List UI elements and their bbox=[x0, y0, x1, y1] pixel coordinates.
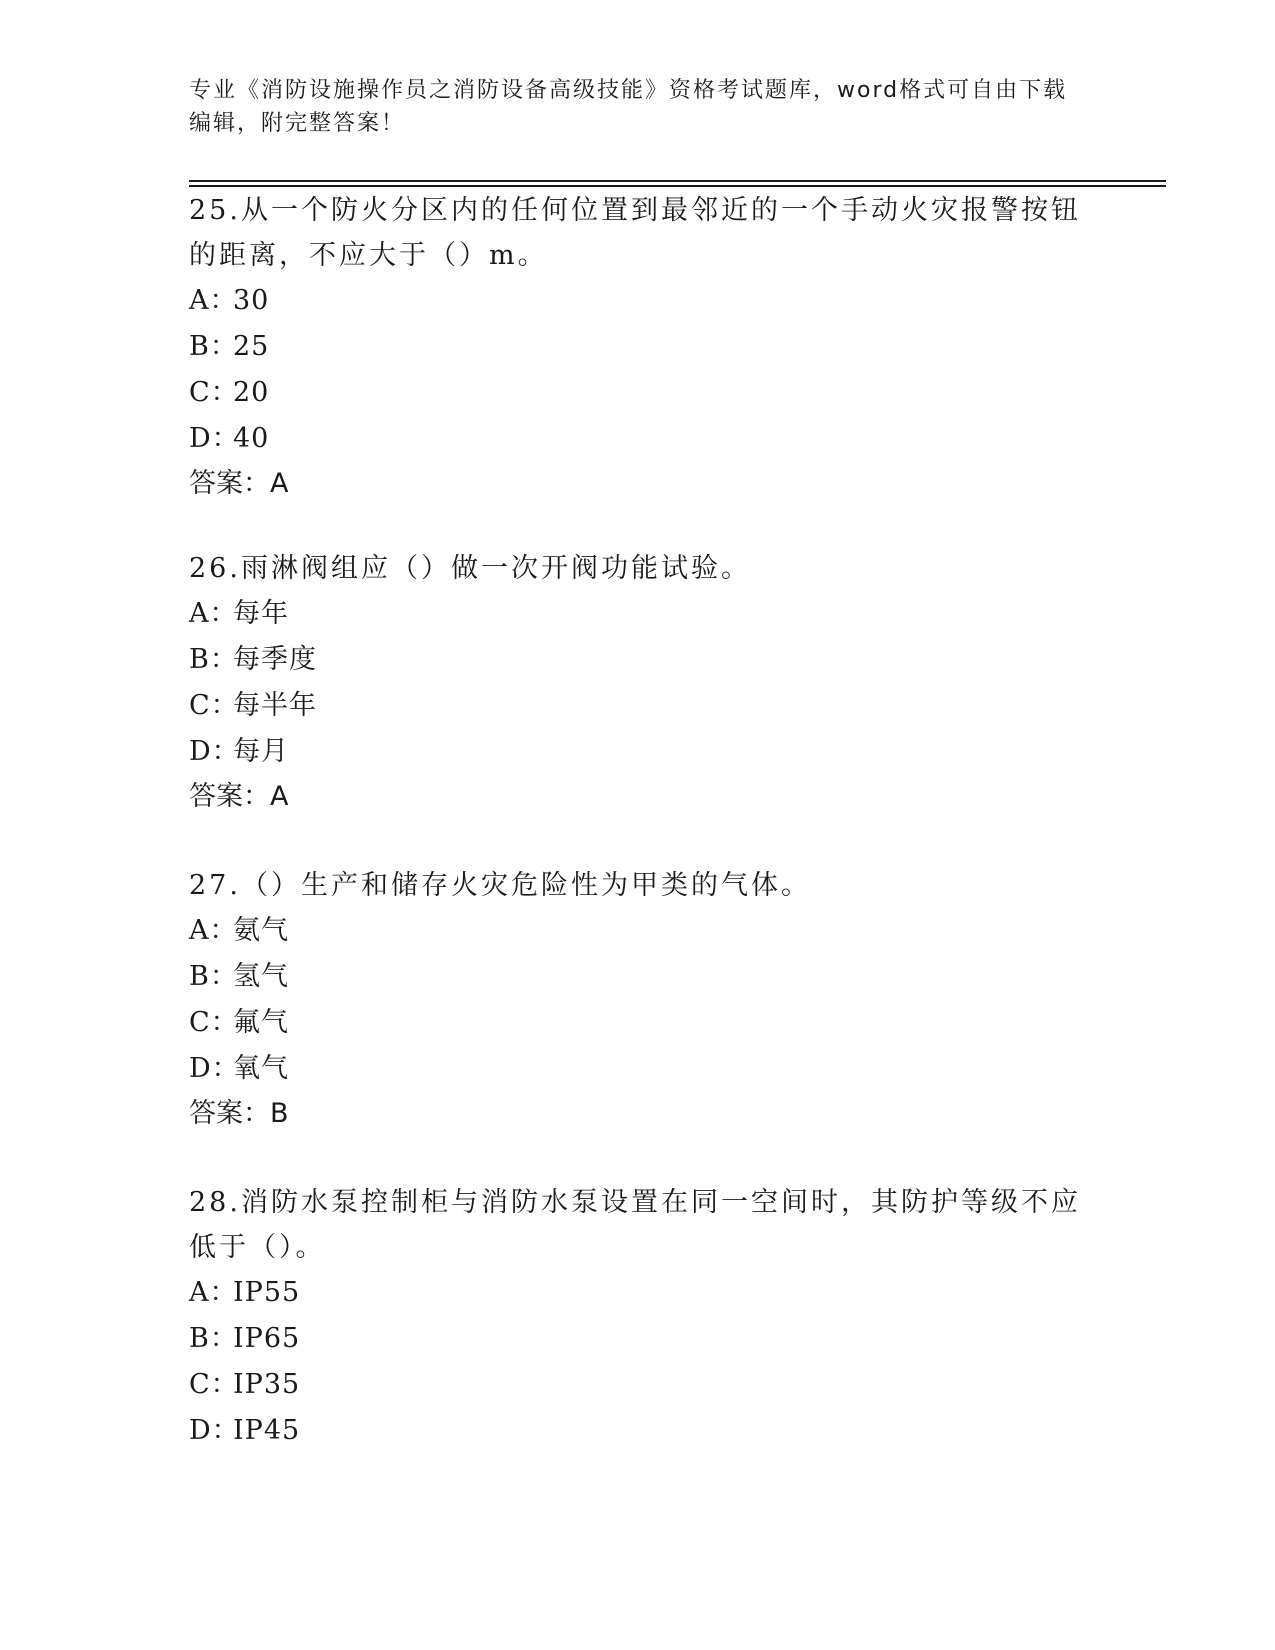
option-b: B：IP65 bbox=[189, 1323, 301, 1354]
answer-label: 答案：A bbox=[189, 468, 289, 499]
header-divider-bottom bbox=[189, 185, 1166, 187]
question-28 bbox=[189, 1180, 1089, 1454]
option-b: B：每季度 bbox=[189, 644, 317, 675]
question-stem: 25.从一个防火分区内的任何位置到最邻近的一个手动火灾报警按钮的距离，不应大于（）m。 bbox=[189, 195, 1081, 271]
question-stem: 26.雨淋阀组应（）做一次开阀功能试验。 bbox=[189, 553, 751, 584]
page-header-intro: 专业《消防设施操作员之消防设备高级技能》资格考试题库，word格式可自由下载编辑，附完整答案！ bbox=[189, 78, 1068, 136]
option-d: D：IP45 bbox=[189, 1415, 301, 1446]
option-c: C：氟气 bbox=[189, 1007, 289, 1038]
option-b: B：氢气 bbox=[189, 961, 289, 992]
question-25 bbox=[189, 188, 1089, 506]
question-stem: 27.（）生产和储存火灾危险性为甲类的气体。 bbox=[189, 870, 811, 901]
header-divider-top bbox=[189, 180, 1166, 182]
question-27 bbox=[189, 863, 1089, 1136]
option-a: A：每年 bbox=[189, 598, 289, 629]
option-a: A：IP55 bbox=[189, 1277, 301, 1308]
option-a: A：30 bbox=[189, 285, 270, 316]
option-d: D：每月 bbox=[189, 736, 289, 767]
option-d: D：氧气 bbox=[189, 1053, 289, 1084]
option-a: A：氨气 bbox=[189, 915, 289, 946]
option-c: C：20 bbox=[189, 377, 270, 408]
option-b: B：25 bbox=[189, 331, 270, 362]
question-stem: 28.消防水泵控制柜与消防水泵设置在同一空间时，其防护等级不应低于（）。 bbox=[189, 1187, 1081, 1263]
answer-label: 答案：B bbox=[189, 1098, 289, 1129]
option-c: C：每半年 bbox=[189, 690, 317, 721]
option-c: C：IP35 bbox=[189, 1369, 301, 1400]
question-26 bbox=[189, 546, 1089, 819]
option-d: D：40 bbox=[189, 423, 270, 454]
answer-label: 答案：A bbox=[189, 781, 289, 812]
